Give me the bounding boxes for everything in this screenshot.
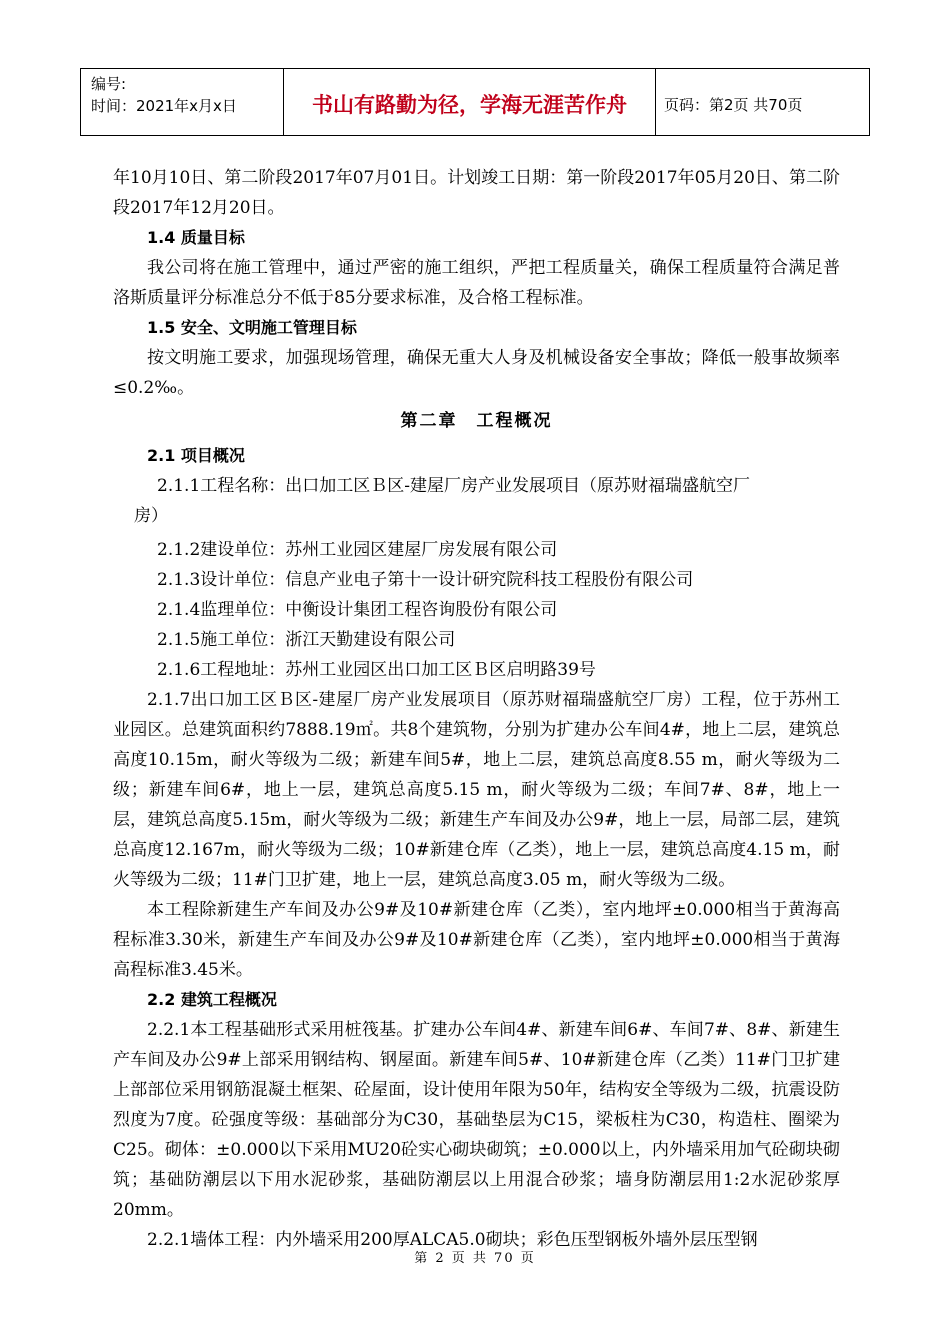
document-body	[113, 163, 840, 1255]
item-2-1-7: 2.1.7出口加工区Ｂ区-建屋厂房产业发展项目（原苏财福瑞盛航空厂房）工程，位于苏州工业园区。总建筑面积约7888.19㎡。共8个建筑物，分别为扩建办公车间4#，地上二层，建筑总高度10.15m，耐火等级为二级；新建车间5#，地上二层，建筑总高度8.55 m，耐火等级为二级；新建车间6#，地上一层，建筑总高度5.15 m，耐火等级为二级；车间7#、8#，地上一层，建筑总高度5.15m，耐火等级为二级；新建生产车间及办公9#，地上一层，局部二层，建筑总高度12.167m，耐火等级为二级；10#新建仓库（乙类），地上一层，建筑总高度4.15 m，耐火等级为二级；11#门卫扩建，地上一层，建筑总高度3.05 m，耐火等级为二级。	[113, 690, 840, 890]
section-2-2-title: 2.2 建筑工程概况	[147, 990, 277, 1009]
paragraph-schedule: 年10月10日、第二阶段2017年07月01日。计划竣工日期：第一阶段2017年05月20日、第二阶段2017年12月20日。	[113, 168, 840, 218]
item-2-1-5: 2.1.5施工单位：浙江天勤建设有限公司	[157, 630, 456, 650]
date-label: 时间：2021年x月x日	[91, 97, 237, 115]
paragraph-2-2-1-walls: 2.2.1墙体工程：内外墙采用200厚ALCA5.0砌块；彩色压型钢板外墙外层压型钢	[147, 1230, 758, 1250]
item-2-1-1-line2: 房）	[134, 506, 168, 526]
section-1-4-text: 我公司将在施工管理中，通过严密的施工组织，严把工程质量关，确保工程质量符合满足普洛斯质量评分标准总分不低于85分要求标准，及合格工程标准。	[113, 258, 840, 308]
item-2-1-2: 2.1.2建设单位：苏州工业园区建屋厂房发展有限公司	[157, 540, 558, 560]
section-2-1-title: 2.1 项目概况	[147, 446, 245, 465]
section-1-5-text: 按文明施工要求，加强现场管理，确保无重大人身及机械设备安全事故；降低一般事故频率≤0.2‰。	[113, 348, 840, 398]
header-table	[80, 68, 870, 136]
code-label: 编号:	[91, 75, 127, 93]
header-page-info: 页码：第2页 共70页	[664, 95, 803, 114]
section-1-4-title: 1.4 质量目标	[147, 228, 245, 247]
page-footer: 第 2 页 共 70 页	[414, 1251, 536, 1266]
item-2-1-3: 2.1.3设计单位：信息产业电子第十一设计研究院科技工程股份有限公司	[157, 570, 694, 590]
chapter-2-title: 第二章 工程概况	[400, 411, 553, 431]
header-motto: 书山有路勤为径，学海无涯苦作舟	[284, 69, 656, 135]
paragraph-2-2-1: 2.2.1本工程基础形式采用桩筏基。扩建办公车间4#、新建车间6#、车间7#、8#、新建生产车间及办公9#上部采用钢结构、钢屋面。新建车间5#、10#新建仓库（乙类）11#门卫扩建上部部位采用钢筋混凝土框架、砼屋面，设计使用年限为50年，结构安全等级为二级，抗震设防烈度为7度。砼强度等级：基础部分为C30，基础垫层为C15，梁板柱为C30，构造柱、圈梁为C25。砌体：±0.000以下采用MU20砼实心砌块砌筑；±0.000以上，内外墙采用加气砼砌块砌筑；基础防潮层以下用水泥砂浆，基础防潮层以上用混合砂浆；墙身防潮层用1:2水泥砂浆厚20mm。	[113, 1020, 840, 1220]
header-meta	[81, 69, 284, 135]
item-2-1-4: 2.1.4监理单位：中衡设计集团工程咨询股份有限公司	[157, 600, 558, 620]
paragraph-elevation: 本工程除新建生产车间及办公9#及10#新建仓库（乙类），室内地坪±0.000相当于黄海高程标准3.30米，新建生产车间及办公9#及10#新建仓库（乙类），室内地坪±0.000相当于黄海高程标准3.45米。	[113, 900, 840, 980]
item-2-1-1-line1: 2.1.1工程名称：出口加工区Ｂ区-建屋厂房产业发展项目（原苏财福瑞盛航空厂	[157, 476, 750, 496]
section-1-5-title: 1.5 安全、文明施工管理目标	[147, 318, 357, 337]
item-2-1-6: 2.1.6工程地址：苏州工业园区出口加工区Ｂ区启明路39号	[157, 660, 596, 680]
